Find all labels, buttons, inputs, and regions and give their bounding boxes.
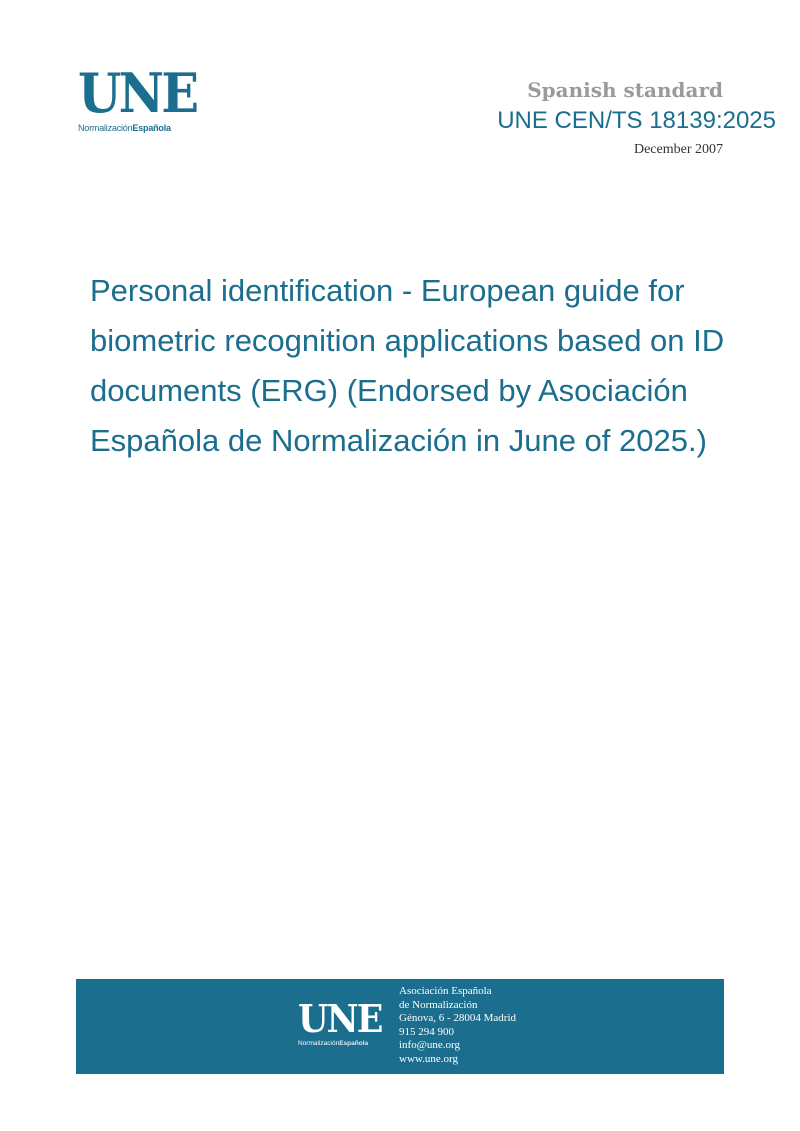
standard-code: UNE CEN/TS 18139:2025 [497,107,776,134]
footer-une-logo-mark: UNE [298,996,382,1041]
une-logo [78,61,198,133]
une-logo-subtitle-part1: Normalización [78,123,133,133]
contact-website-link[interactable]: www.une.org [399,1052,458,1065]
footer-logo-subtitle-part2: Española [339,1040,369,1047]
standard-date: December 2007 [633,142,723,157]
contact-address: Génova, 6 - 28004 Madrid [399,1012,517,1024]
footer-banner [76,979,724,1074]
footer-contact-block [399,985,516,1066]
une-logo-mark: UNE [78,61,197,125]
contact-org-line2: de Normalización [399,998,478,1011]
une-logo-subtitle-part2: Española [132,123,171,133]
footer-une-logo [298,996,388,1048]
standard-type-label: Spanish standard [527,78,723,102]
contact-phone: 915 294 900 [399,1025,454,1038]
document-title: Personal identification - European guide for biometric recognition applications based on ID documents (ERG) (Endorsed by Asociación Española de Normalización in June of 2025.) [90,273,725,458]
footer-logo-subtitle-part1: Normalización [298,1040,340,1047]
contact-org-line1: Asociación Española [399,985,492,997]
footer-une-logo-subtitle [298,1040,388,1048]
contact-email-link[interactable]: info@une.org [399,1039,460,1051]
